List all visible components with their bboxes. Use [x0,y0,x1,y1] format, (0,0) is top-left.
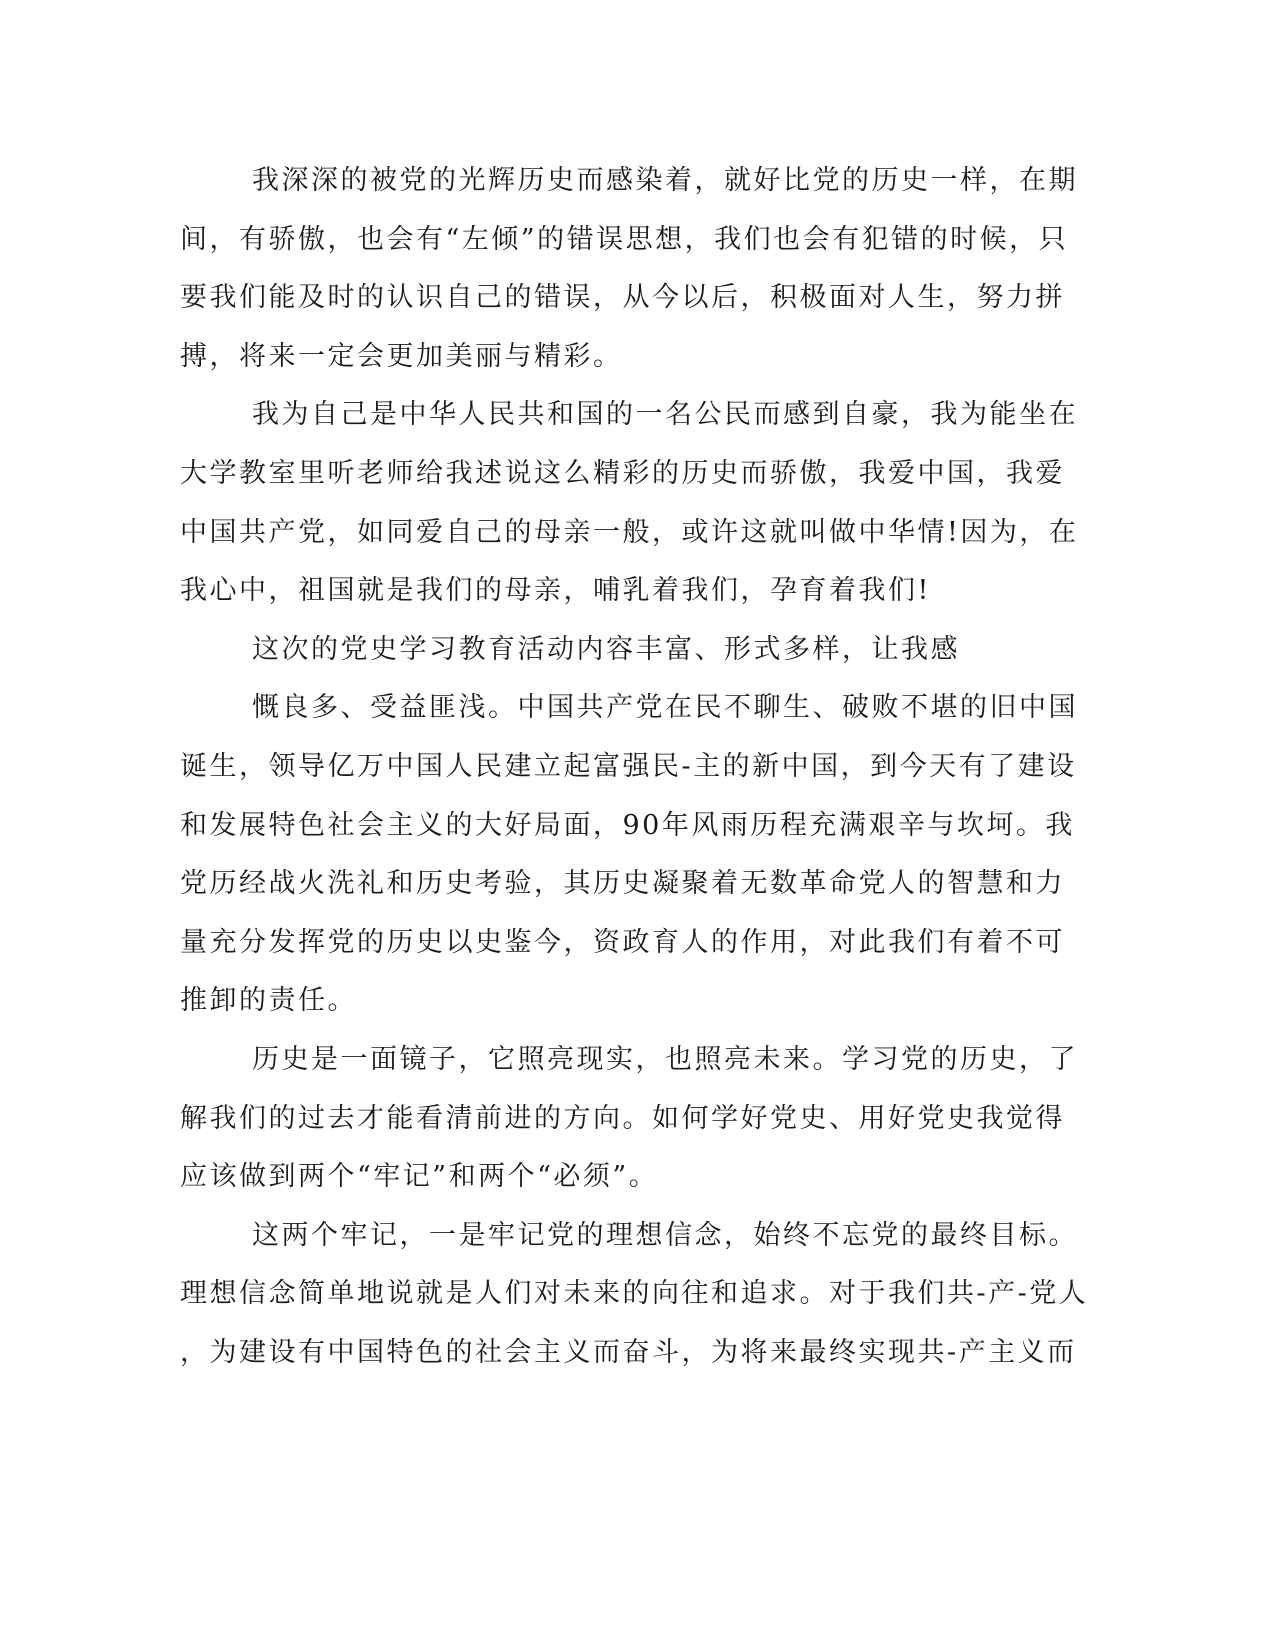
text-line: 量充分发挥党的历史以史鉴今，资政育人的作用，对此我们有着不可 [180,926,1065,958]
text-line: 这两个牢记，一是牢记党的理想信念，始终不忘党的最终目标。 [252,1219,1078,1251]
text-line: 理想信念简单地说就是人们对未来的向往和追求。对于我们共-产-党人 [180,1278,1089,1310]
text-line: 间，有骄傲，也会有“左倾”的错误思想，我们也会有犯错的时候，只 [180,223,1069,255]
text-line: ，为建设有中国特色的社会主义而奋斗，为将来最终实现共-产主义而 [180,1336,1077,1368]
text-line: 推卸的责任。 [180,985,357,1017]
text-line: 我深深的被党的光辉历史而感染着，就好比党的历史一样，在期 [252,165,1078,196]
text-line: 这次的党史学习教育活动内容丰富、形式多样，让我感 [252,633,960,665]
text-line: 历史是一面镜子，它照亮现实，也照亮未来。学习党的历史，了 [252,1043,1078,1075]
text-line: 解我们的过去才能看清前进的方向。如何学好党史、用好党史我觉得 [180,1102,1065,1134]
body-text [180,152,1089,1382]
text-line: 搏，将来一定会更加美丽与精彩。 [180,340,623,372]
text-line: 大学教室里听老师给我述说这么精彩的历史而骄傲，我爱中国，我爱 [180,457,1065,489]
text-line: 诞生，领导亿万中国人民建立起富强民-主的新中国，到今天有了建设 [180,750,1077,782]
text-line: 要我们能及时的认识自己的错误，从今以后，积极面对人生，努力拼 [180,282,1065,314]
text-line: 应该做到两个“牢记”和两个“必须”。 [180,1161,659,1193]
text-line: 中国共产党，如同爱自己的母亲一般，或许这就叫做中华情!因为，在 [180,516,1079,548]
text-line: 我为自己是中华人民共和国的一名公民而感到自豪，我为能坐在 [252,399,1078,431]
text-line: 党历经战火洗礼和历史考验，其历史凝聚着无数革命党人的智慧和力 [180,868,1065,900]
text-line: 我心中，祖国就是我们的母亲，哺乳着我们，孕育着我们! [180,575,931,607]
text-line: 和发展特色社会主义的大好局面，90年风雨历程充满艰辛与坎坷。我 [180,809,1075,841]
text-line: 慨良多、受益匪浅。中国共产党在民不聊生、破败不堪的旧中国 [252,692,1078,724]
